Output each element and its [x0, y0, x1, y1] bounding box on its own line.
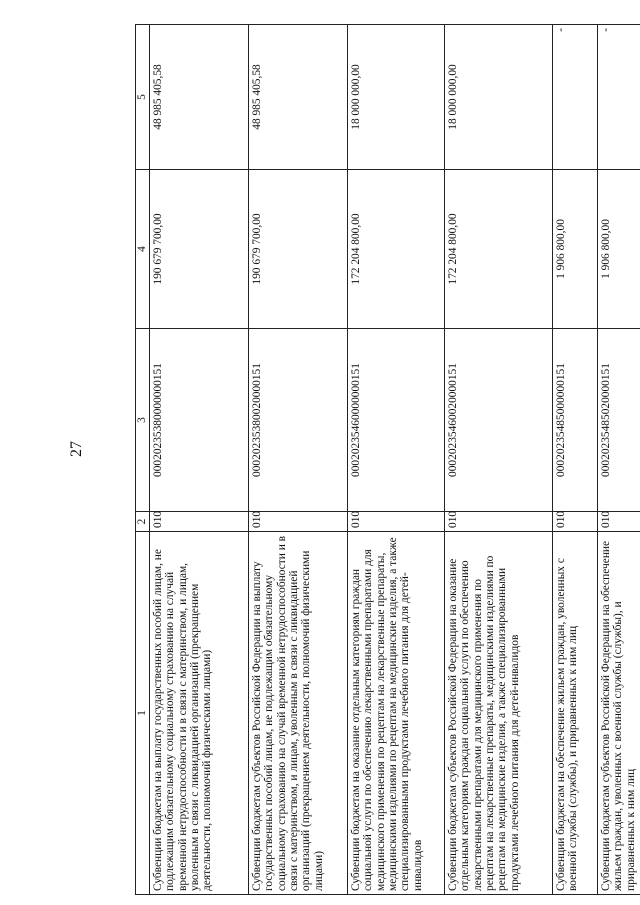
row-executed-amount: 48 985 405,58 [150, 25, 249, 170]
row-line-code: 010 [150, 512, 249, 532]
row-description: Субвенции бюджетам субъектов Российской Федерации на выплату государственных пособий лицам, не подлежащим обязательному социальному страхованию на случай временной нетрудоспособности и в связи с материнством, и лицам, уволенным в связи с ликвидацией организаций (прекращением деятельности, полномочий физическими лицами) [249, 532, 348, 895]
row-description: Субвенции бюджетам на оказание отдельным категориям граждан социальной услуги по обеспечению лекарственными препаратами для медицинского применения по рецептам на лекарственные препараты, медицинскими изделиями по рецептам на медицинские изделия, а также специализированными продуктами лечебного питания для детей-инвалидов [348, 532, 445, 895]
table-row [445, 25, 553, 895]
table-row [348, 25, 445, 895]
row-description: Субвенции бюджетам субъектов Российской Федерации на оказание отдельным категориям граждан социальной услуги по обеспечению лекарственными препаратами для медицинского применения по рецептам на лекарственные препараты, медицинскими изделиями по рецептам на медицинские изделия, а также специализированными продуктами лечебного питания для детей-инвалидов [445, 532, 553, 895]
row-approved-amount: 1 906 800,00 [553, 170, 598, 329]
row-budget-code: 00020235460000000151 [348, 329, 445, 512]
column-header-5: 5 [136, 25, 150, 170]
row-line-code: 010 [598, 512, 640, 532]
row-approved-amount: 190 679 700,00 [249, 170, 348, 329]
row-approved-amount: 190 679 700,00 [150, 170, 249, 329]
row-line-code: 010 [445, 512, 553, 532]
table-row [553, 25, 598, 895]
column-header-3: 3 [136, 329, 150, 512]
row-description: Субвенции бюджетам на выплату государственных пособий лицам, не подлежащим обязательному социальному страхованию на случай временной нетрудоспособности и в связи с материнством, и лицам, уволенным в связи с ликвидацией организаций (прекращением деятельности, полномочий физическими лицами) [150, 532, 249, 895]
row-budget-code: 00020235460020000151 [445, 329, 553, 512]
rotated-table-content [135, 25, 637, 895]
column-header-4: 4 [136, 170, 150, 329]
table-row [598, 25, 640, 895]
column-header-1: 1 [136, 532, 150, 895]
budget-table [135, 24, 640, 895]
row-line-code: 010 [553, 512, 598, 532]
row-budget-code: 00020235485000000151 [553, 329, 598, 512]
table-row [249, 25, 348, 895]
rotated-table-frame [135, 25, 637, 895]
row-budget-code: 00020235380020000151 [249, 329, 348, 512]
row-executed-amount: - [553, 25, 598, 170]
row-executed-amount: 48 985 405,58 [249, 25, 348, 170]
row-budget-code: 00020235380000000151 [150, 329, 249, 512]
row-line-code: 010 [348, 512, 445, 532]
row-approved-amount: 172 204 800,00 [445, 170, 553, 329]
row-line-code: 010 [249, 512, 348, 532]
row-description: Субвенции бюджетам субъектов Российской Федерации на обеспечение жильем граждан, уволенных с военной службы (службы), и приравненных к ним лиц [598, 532, 640, 895]
page-number: 27 [68, 441, 85, 457]
row-approved-amount: 1 906 800,00 [598, 170, 640, 329]
table-row [150, 25, 249, 895]
row-approved-amount: 172 204 800,00 [348, 170, 445, 329]
column-header-2: 2 [136, 512, 150, 532]
column-number-row [136, 25, 150, 895]
row-description: Субвенции бюджетам на обеспечение жильем граждан, уволенных с военной службы (службы), и приравненных к ним лиц [553, 532, 598, 895]
row-executed-amount: - [598, 25, 640, 170]
row-executed-amount: 18 000 000,00 [445, 25, 553, 170]
row-executed-amount: 18 000 000,00 [348, 25, 445, 170]
row-budget-code: 00020235485020000151 [598, 329, 640, 512]
